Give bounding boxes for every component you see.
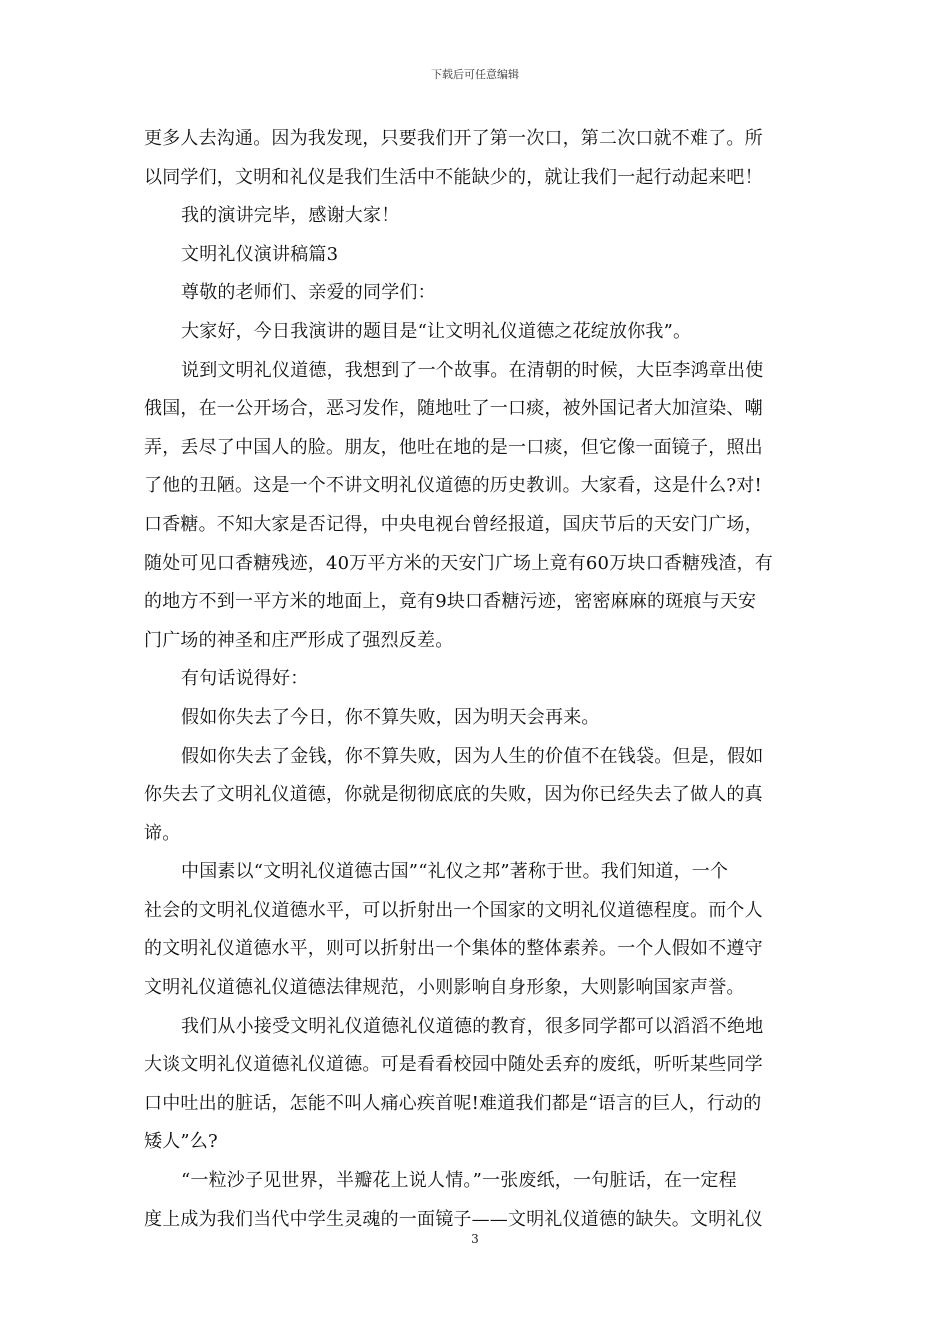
text-line: 有句话说得好： bbox=[181, 668, 309, 690]
page-header-note: 下载后可任意编辑 bbox=[431, 68, 519, 81]
text-line: 度上成为我们当代中学生灵魂的一面镜子——文明礼仪道德的缺失。文明礼仪 bbox=[144, 1208, 763, 1230]
text-line: 文明礼仪演讲稿篇3 bbox=[181, 243, 339, 265]
text-line: 说到文明礼仪道德，我想到了一个故事。在清朝的时候，大臣李鸿章出使 bbox=[181, 359, 764, 381]
text-line: 你失去了文明礼仪道德，你就是彻彻底底的失败，因为你已经失去了做人的真 bbox=[144, 784, 763, 806]
text-line: 口中吐出的脏话，怎能不叫人痛心疾首呢!难道我们都是“语言的巨人，行动的 bbox=[144, 1092, 762, 1114]
text-line: 我的演讲完毕，感谢大家！ bbox=[181, 205, 400, 227]
text-line: 矮人”么? bbox=[144, 1131, 218, 1153]
text-line: “一粒沙子见世界，半瓣花上说人情。”一张废纸，一句脏话，在一定程 bbox=[181, 1170, 737, 1192]
text-line: 俄国，在一公开场合，恶习发作，随地吐了一口痰，被外国记者大加渲染、嘲 bbox=[144, 398, 763, 420]
text-line: 口香糖。不知大家是否记得，中央电视台曾经报道，国庆节后的天安门广场， bbox=[144, 513, 763, 535]
text-line: 的地方不到一平方米的地面上，竟有9块口香糖污迹，密密麻麻的斑痕与天安 bbox=[144, 591, 757, 613]
text-line: 门广场的神圣和庄严形成了强烈反差。 bbox=[144, 629, 454, 651]
text-line: 了他的丑陋。这是一个不讲文明礼仪道德的历史教训。大家看，这是什么?对! bbox=[144, 475, 762, 497]
text-line: 谛。 bbox=[144, 822, 181, 844]
text-line: 的文明礼仪道德水平，则可以折射出一个集体的整体素养。一个人假如不遵守 bbox=[144, 938, 763, 960]
text-line: 以同学们，文明和礼仪是我们生活中不能缺少的，就让我们一起行动起来吧！ bbox=[144, 166, 763, 188]
text-line: 更多人去沟通。因为我发现，只要我们开了第一次口，第二次口就不难了。所 bbox=[144, 128, 763, 149]
text-line: 假如你失去了今日，你不算失败，因为明天会再来。 bbox=[181, 706, 600, 728]
document-body bbox=[144, 120, 810, 1239]
text-line: 随处可见口香糖残迹，40万平方米的天安门广场上竟有60万块口香糖残渣，有 bbox=[144, 552, 774, 574]
text-line: 弄，丢尽了中国人的脸。朋友，他吐在地的是一口痰，但它像一面镜子，照出 bbox=[144, 436, 763, 458]
text-line: 我们从小接受文明礼仪道德礼仪道德的教育，很多同学都可以滔滔不绝地 bbox=[181, 1015, 764, 1037]
page-number: 3 bbox=[471, 1232, 479, 1246]
text-line: 尊敬的老师们、亲爱的同学们： bbox=[181, 282, 436, 304]
text-line: 大谈文明礼仪道德礼仪道德。可是看看校园中随处丢弃的废纸，听听某些同学 bbox=[144, 1054, 763, 1076]
text-line: 中国素以“文明礼仪道德古国”“礼仪之邦”著称于世。我们知道，一个 bbox=[181, 861, 729, 883]
text-line: 假如你失去了金钱，你不算失败，因为人生的价值不在钱袋。但是，假如 bbox=[181, 745, 764, 767]
text-line: 社会的文明礼仪道德水平，可以折射出一个国家的文明礼仪道德程度。而个人 bbox=[144, 899, 763, 921]
text-line: 大家好，今日我演讲的题目是“让文明礼仪道德之花绽放你我”。 bbox=[181, 320, 692, 342]
text-line: 文明礼仪道德礼仪道德法律规范，小则影响自身形象，大则影响国家声誉。 bbox=[144, 977, 745, 999]
